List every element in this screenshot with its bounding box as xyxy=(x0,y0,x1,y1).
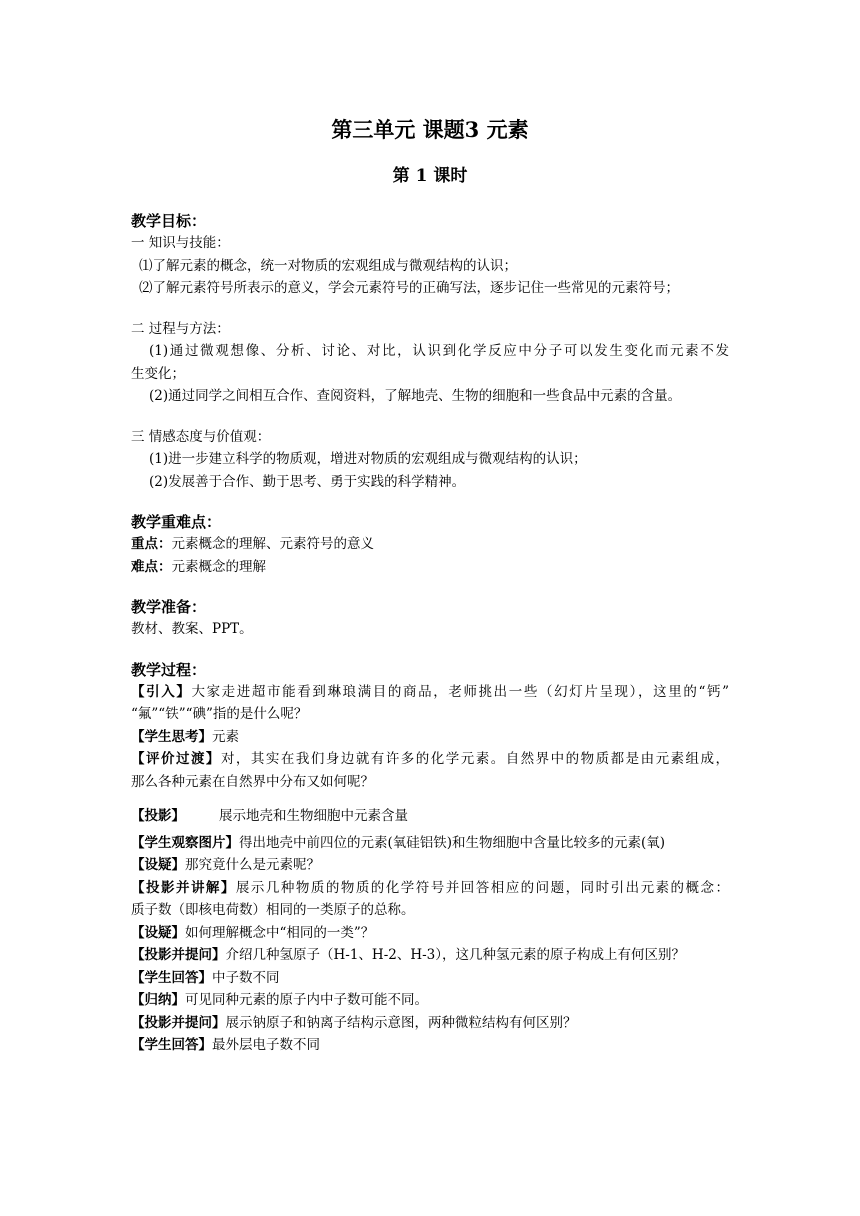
document-body xyxy=(131,210,729,1057)
difficult-point-text: 元素概念的理解 xyxy=(171,558,266,575)
process-explain xyxy=(131,877,729,900)
process-evaluate-cont: 那么各种元素在自然界中分布又如何呢？ xyxy=(131,773,374,790)
process-answer-2 xyxy=(131,1034,729,1057)
key-point-label: 重点： xyxy=(131,536,172,552)
process-explain-cont: 质子数（即核电荷数）相同的一类原子的总称。 xyxy=(131,902,415,918)
process-tag: 【投影并提问】 xyxy=(131,1014,226,1031)
process-tag: 【设疑】 xyxy=(131,924,185,941)
process-evaluate xyxy=(131,748,729,771)
process-tag: 【投影并讲解】 xyxy=(131,879,236,896)
process-text: 得出地壳中前四位的元素(氧硅铝铁)和生物细胞中含量比较多的元素(氧) xyxy=(239,834,666,851)
process-heading: 教学过程： xyxy=(131,660,207,679)
goals-item-2-2: (2)通过同学之间相互合作、查阅资料，了解地壳、生物的细胞和一些食品中元素的含量。 xyxy=(149,388,682,404)
process-tag: 【学生思考】 xyxy=(131,728,212,745)
process-ask-2 xyxy=(131,1012,729,1035)
process-text: 可见同种元素的原子内中子数可能不同。 xyxy=(185,992,428,1008)
process-ask-1 xyxy=(131,944,729,967)
process-observe xyxy=(131,832,729,855)
process-text: 元素 xyxy=(212,728,239,745)
key-point xyxy=(131,533,729,556)
process-tag: 【投影】 xyxy=(131,808,185,824)
process-question-1 xyxy=(131,854,729,877)
process-intro xyxy=(131,681,729,704)
process-tag: 【学生回答】 xyxy=(131,969,212,986)
lesson-subtitle: 第 1 课时 xyxy=(392,166,468,186)
keypoints-heading: 教学重难点： xyxy=(131,513,222,531)
goals-heading: 教学目标： xyxy=(131,212,207,230)
process-tag: 【学生观察图片】 xyxy=(131,834,239,851)
goals-item-3-2: (2)发展善于合作、勤于思考、勇于实践的科学精神。 xyxy=(149,473,466,490)
process-summary xyxy=(131,989,729,1012)
goals-item-1-1: ⑴了解元素的概念，统一对物质的宏观组成与微观结构的认识； xyxy=(139,257,517,274)
process-text: 展示钠原子和钠离子结构示意图，两种微粒结构有何区别？ xyxy=(225,1014,577,1031)
process-projection xyxy=(131,805,729,828)
process-text: 如何理解概念中“相同的一类”？ xyxy=(185,924,375,941)
process-tag: 【归纳】 xyxy=(131,992,185,1008)
process-text: 大家走进超市能看到琳琅满目的商品，老师挑出一些（幻灯片呈现），这里的“钙” xyxy=(191,683,729,700)
process-tag: 【设疑】 xyxy=(131,857,185,873)
process-text: 介绍几种氢原子（H-1、H-2、H-3），这几种氢元素的原子构成上有何区别？ xyxy=(225,947,686,963)
process-tag: 【投影并提问】 xyxy=(131,947,226,963)
process-text: 展示地壳和生物细胞中元素含量 xyxy=(219,808,408,824)
process-tag: 【评价过渡】 xyxy=(131,751,221,767)
goals-section-2: 二 过程与方法： xyxy=(131,320,230,337)
goals-section-3: 三 情感态度与价值观： xyxy=(131,428,271,445)
process-answer-1 xyxy=(131,967,729,990)
difficult-point xyxy=(131,556,729,579)
process-tag: 【引入】 xyxy=(131,683,192,700)
goals-item-3-1: (1)进一步建立科学的物质观，增进对物质的宏观组成与微观结构的认识； xyxy=(149,451,587,467)
prep-text: 教材、教案、PPT。 xyxy=(131,621,253,637)
process-intro-cont: “氟”“铁”“碘”指的是什么呢？ xyxy=(131,706,308,722)
process-question-2 xyxy=(131,922,729,945)
key-point-text: 元素概念的理解、元素符号的意义 xyxy=(171,536,374,552)
goals-item-2-1-cont: 生变化； xyxy=(131,365,185,382)
goals-section-1: 一 知识与技能： xyxy=(131,235,230,251)
process-text: 对，其实在我们身边就有许多的化学元素。自然界中的物质都是由元素组成， xyxy=(220,751,730,767)
process-text: 最外层电子数不同 xyxy=(212,1037,320,1053)
process-text: 展示几种物质的物质的化学符号并回答相应的问题，同时引出元素的概念： xyxy=(235,879,730,896)
prep-heading: 教学准备： xyxy=(131,598,207,616)
process-text: 那究竟什么是元素呢？ xyxy=(185,857,320,873)
difficult-point-label: 难点： xyxy=(131,558,172,575)
goals-item-1-2: ⑵了解元素符号所表示的意义，学会元素符号的正确写法，逐步记住一些常见的元素符号； xyxy=(139,280,679,296)
process-student-think xyxy=(131,726,729,749)
goals-item-2-1: (1)通过微观想像、分析、讨论、对比，认识到化学反应中分子可以发生变化而元素不发 xyxy=(149,343,729,359)
process-text: 中子数不同 xyxy=(212,969,280,986)
process-tag: 【学生回答】 xyxy=(131,1037,212,1053)
document-title: 第三单元 课题3 元素 xyxy=(331,117,529,142)
